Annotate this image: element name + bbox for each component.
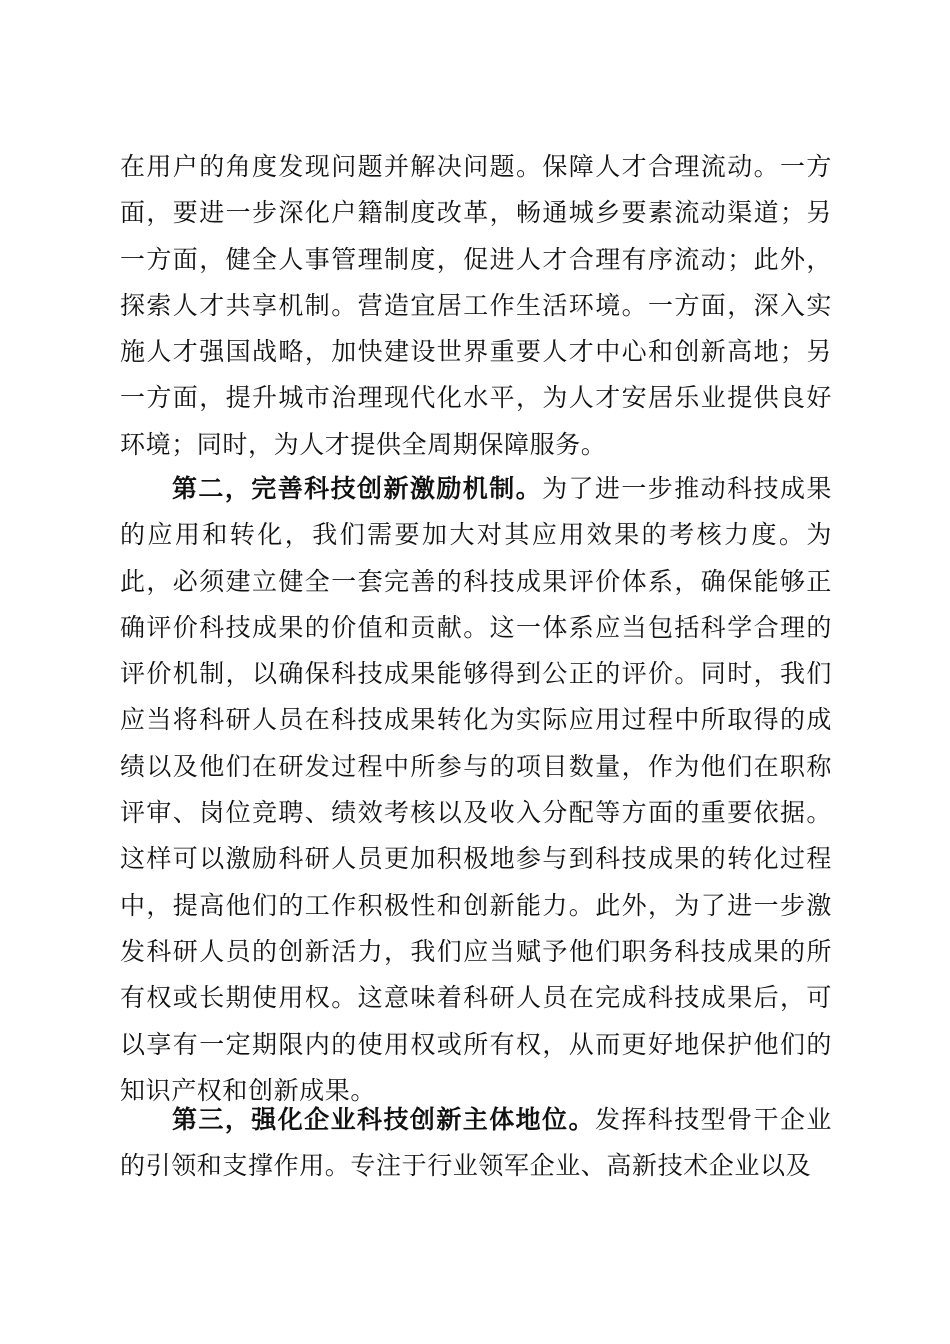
paragraph-body: 发挥科技型骨干企业的引领和支撑作用。专注于行业领军企业、高新技术企业以及 (120, 1105, 832, 1181)
paragraph-text (120, 1097, 832, 1190)
paragraph-third (120, 1097, 832, 1190)
paragraph-lead: 第三，强化企业科技创新主体地位。 (172, 1105, 595, 1134)
paragraph-continuation (120, 144, 832, 468)
paragraph-second (120, 466, 832, 1114)
paragraph-lead: 第二，完善科技创新激励机制。 (172, 474, 543, 503)
paragraph-text (120, 466, 832, 1114)
paragraph-body: 在用户的角度发现问题并解决问题。保障人才合理流动。一方面，要进一步深化户籍制度改革，畅通城乡要素流动渠道；另一方面，健全人事管理制度，促进人才合理有序流动；此外，探索人才共享机制。营造宜居工作生活环境。一方面，深入实施人才强国战略，加快建设世界重要人才中心和创新高地；另一方面，提升城市治理现代化水平，为人才安居乐业提供良好环境；同时，为人才提供全周期保障服务。 (120, 152, 832, 459)
paragraph-body: 为了进一步推动科技成果的应用和转化，我们需要加大对其应用效果的考核力度。为此，必须建立健全一套完善的科技成果评价体系，确保能够正确评价科技成果的价值和贡献。这一体系应当包括科学合理的评价机制，以确保科技成果能够得到公正的评价。同时，我们应当将科研人员在科技成果转化为实际应用过程中所取得的成绩以及他们在研发过程中所参与的项目数量，作为他们在职称评审、岗位竞聘、绩效考核以及收入分配等方面的重要依据。这样可以激励科研人员更加积极地参与到科技成果的转化过程中，提高他们的工作积极性和创新能力。此外，为了进一步激发科研人员的创新活力，我们应当赋予他们职务科技成果的所有权或长期使用权。这意味着科研人员在完成科技成果后，可以享有一定期限内的使用权或所有权，从而更好地保护他们的知识产权和创新成果。 (120, 474, 832, 1105)
